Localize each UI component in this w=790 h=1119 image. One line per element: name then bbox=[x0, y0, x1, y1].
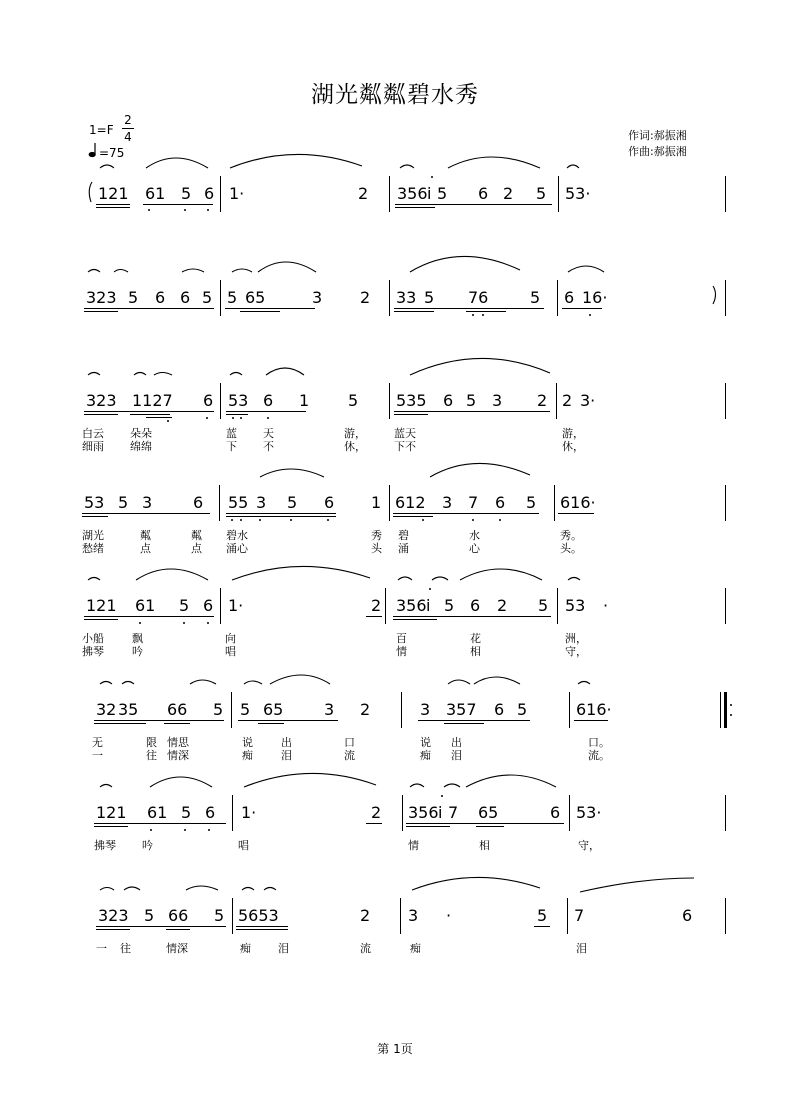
system-3 bbox=[80, 383, 735, 463]
lyric: 下 bbox=[226, 440, 237, 453]
lyric: 一 bbox=[96, 942, 107, 955]
note: 323 bbox=[86, 391, 117, 410]
note: 3 bbox=[312, 288, 323, 307]
lyric: 限 bbox=[146, 736, 157, 749]
lyric: 头 bbox=[371, 542, 382, 555]
note: 61 bbox=[147, 803, 168, 822]
note: 2 bbox=[497, 596, 508, 615]
note: 121 bbox=[98, 184, 129, 203]
note: 53 bbox=[228, 391, 249, 410]
note: 5 bbox=[144, 906, 155, 925]
note: 6 bbox=[443, 391, 454, 410]
lyric: 说 bbox=[242, 736, 253, 749]
note: i bbox=[427, 184, 432, 203]
note: 66 bbox=[168, 906, 189, 925]
lyric: 细雨 bbox=[82, 440, 104, 453]
note: 2 bbox=[358, 184, 369, 203]
note: 6 bbox=[470, 596, 481, 615]
lyric: 唱 bbox=[238, 839, 249, 852]
note: 5 bbox=[437, 184, 448, 203]
note: 3 bbox=[256, 493, 267, 512]
key-signature bbox=[89, 123, 114, 137]
lyric: 休， bbox=[344, 440, 366, 453]
note: 2 bbox=[371, 596, 382, 615]
lyric: 出 bbox=[281, 736, 292, 749]
lyric: 不 bbox=[263, 440, 274, 453]
lyric: 情 bbox=[408, 839, 419, 852]
note: 55 bbox=[228, 493, 249, 512]
note: 6 bbox=[564, 288, 575, 307]
note: 53 bbox=[84, 493, 105, 512]
note: 5 bbox=[537, 906, 548, 925]
note: 6 bbox=[494, 700, 505, 719]
note: 16· bbox=[582, 288, 608, 307]
note: 356 bbox=[397, 184, 428, 203]
note: 5 bbox=[214, 906, 225, 925]
system-7 bbox=[80, 795, 735, 865]
lyric: 头。 bbox=[560, 542, 582, 555]
system-5 bbox=[80, 588, 735, 668]
lyric: 粼 bbox=[140, 529, 151, 542]
note: · bbox=[446, 906, 452, 925]
note: 5 bbox=[181, 184, 192, 203]
lyric: 向 bbox=[225, 632, 236, 645]
note: 5 bbox=[538, 596, 549, 615]
note: 356 bbox=[396, 596, 427, 615]
note: 76 bbox=[468, 288, 489, 307]
lyric: 泪 bbox=[278, 942, 289, 955]
lyric: 痴 bbox=[242, 749, 253, 762]
note: 535 bbox=[396, 391, 427, 410]
note: 3 bbox=[408, 906, 419, 925]
lyric: 痴 bbox=[420, 749, 431, 762]
note: 5 bbox=[128, 288, 139, 307]
note: 53 bbox=[565, 596, 586, 615]
note: 5 bbox=[179, 596, 190, 615]
lyric: 心 bbox=[469, 542, 480, 555]
lyric: 相 bbox=[470, 645, 481, 658]
lyric: 蓝 bbox=[226, 427, 237, 440]
note: 2 bbox=[503, 184, 514, 203]
lyric: 蓝天 bbox=[394, 427, 416, 440]
lyric: 碧 bbox=[398, 529, 409, 542]
note: 1· bbox=[229, 184, 245, 203]
lyric: 守， bbox=[578, 839, 600, 852]
note: 1· bbox=[228, 596, 244, 615]
lyric: 湖光 bbox=[82, 529, 104, 542]
lyric: 流 bbox=[344, 749, 355, 762]
system-8 bbox=[80, 898, 735, 968]
note: 3 bbox=[420, 700, 431, 719]
lyric: 流 bbox=[360, 942, 371, 955]
note: 1127 bbox=[132, 391, 173, 410]
note: 6 bbox=[263, 391, 274, 410]
system-1 bbox=[80, 176, 735, 226]
composer: 作曲:郝振湘 bbox=[628, 145, 687, 158]
lyric: 绵绵 bbox=[130, 440, 152, 453]
note: 65 bbox=[245, 288, 266, 307]
page-number: 第 1页 bbox=[377, 1042, 413, 1056]
note: 6 bbox=[203, 391, 214, 410]
note: 7 bbox=[574, 906, 585, 925]
lyric: 朵朵 bbox=[130, 427, 152, 440]
lyric: 泪 bbox=[576, 942, 587, 955]
lyric: 水 bbox=[469, 529, 480, 542]
lyric: 点 bbox=[191, 542, 202, 555]
lyric: 口 bbox=[344, 736, 355, 749]
note: 323 bbox=[98, 906, 129, 925]
lyric: 往 bbox=[120, 942, 131, 955]
note: 6 bbox=[478, 184, 489, 203]
lyric: 相 bbox=[479, 839, 490, 852]
lyric: 说 bbox=[420, 736, 431, 749]
lyric: 唱 bbox=[225, 645, 236, 658]
note: 5 bbox=[287, 493, 298, 512]
lyric: 秀 bbox=[371, 529, 382, 542]
note: 6 bbox=[180, 288, 191, 307]
note: 65 bbox=[263, 700, 284, 719]
note: 2 bbox=[360, 700, 371, 719]
lyric: 痴 bbox=[410, 942, 421, 955]
note: 2 bbox=[360, 906, 371, 925]
note: 5653 bbox=[238, 906, 279, 925]
note: 7 bbox=[468, 493, 479, 512]
note: 5 bbox=[517, 700, 528, 719]
note: 5 bbox=[181, 803, 192, 822]
lyric: 下不 bbox=[394, 440, 416, 453]
note: 53· bbox=[576, 803, 602, 822]
note: 35 bbox=[118, 700, 139, 719]
note: 5 bbox=[118, 493, 129, 512]
lyric: 情 bbox=[396, 645, 407, 658]
note: 2 bbox=[562, 391, 573, 410]
lyric: 泪 bbox=[281, 749, 292, 762]
lyric: 守， bbox=[565, 645, 587, 658]
note: 5 bbox=[530, 288, 541, 307]
note: 323 bbox=[86, 288, 117, 307]
note: 6 bbox=[205, 803, 216, 822]
note: 61 bbox=[135, 596, 156, 615]
time-top: 2 bbox=[124, 113, 132, 127]
lyric: 情深 bbox=[166, 942, 188, 955]
note: 3 bbox=[492, 391, 503, 410]
note: 53· bbox=[565, 184, 591, 203]
note: 32 bbox=[96, 700, 117, 719]
lyric: 游， bbox=[562, 427, 584, 440]
note: 6 bbox=[324, 493, 335, 512]
note: 5 bbox=[240, 700, 251, 719]
note: 6 bbox=[203, 596, 214, 615]
lyric: 百 bbox=[396, 632, 407, 645]
note: 612 bbox=[395, 493, 426, 512]
note: i bbox=[438, 803, 443, 822]
note: 1 bbox=[299, 391, 310, 410]
time-signature bbox=[122, 113, 134, 144]
lyric: 痴 bbox=[240, 942, 251, 955]
lyric: 吟 bbox=[142, 839, 153, 852]
note: 6 bbox=[193, 493, 204, 512]
system-4 bbox=[80, 485, 735, 565]
lyric: 点 bbox=[140, 542, 151, 555]
note: 2 bbox=[360, 288, 371, 307]
note: 5 bbox=[348, 391, 359, 410]
note: 5 bbox=[227, 288, 238, 307]
note: 3· bbox=[580, 391, 596, 410]
lyric: 碧水 bbox=[226, 529, 248, 542]
note: 1 bbox=[371, 493, 382, 512]
note: 5 bbox=[424, 288, 435, 307]
note: 66 bbox=[167, 700, 188, 719]
lyric: 拂琴 bbox=[82, 645, 104, 658]
note: 5 bbox=[213, 700, 224, 719]
system-6 bbox=[80, 692, 735, 772]
lyric: 愁绪 bbox=[82, 542, 104, 555]
lyric: 飘 bbox=[132, 632, 143, 645]
lyric: 拂琴 bbox=[94, 839, 116, 852]
note: 616· bbox=[560, 493, 596, 512]
lyric: 流。 bbox=[588, 749, 610, 762]
note: 65 bbox=[478, 803, 499, 822]
note: 6 bbox=[495, 493, 506, 512]
lyric: 休， bbox=[562, 440, 584, 453]
lyric: 情思 bbox=[167, 736, 189, 749]
lyric: 情深 bbox=[167, 749, 189, 762]
note: 5 bbox=[202, 288, 213, 307]
lyric: 出 bbox=[451, 736, 462, 749]
note: 3 bbox=[324, 700, 335, 719]
lyric: 游， bbox=[344, 427, 366, 440]
tempo-value: =75 bbox=[99, 146, 125, 160]
lyric: 小船 bbox=[82, 632, 104, 645]
note: 6 bbox=[204, 184, 215, 203]
lyric: 秀。 bbox=[560, 529, 582, 542]
lyric: 往 bbox=[146, 749, 157, 762]
lyric: 天 bbox=[263, 427, 274, 440]
song-title: 湖光粼粼碧水秀 bbox=[311, 82, 479, 108]
note: 2 bbox=[537, 391, 548, 410]
system-2 bbox=[80, 280, 735, 330]
note: 121 bbox=[86, 596, 117, 615]
note: 2 bbox=[371, 803, 382, 822]
note: 5 bbox=[466, 391, 477, 410]
note: 61 bbox=[145, 184, 166, 203]
lyric: 白云 bbox=[82, 427, 104, 440]
note: 6 bbox=[155, 288, 166, 307]
note: i bbox=[426, 596, 431, 615]
lyric: 涌 bbox=[398, 542, 409, 555]
note: 7 bbox=[448, 803, 459, 822]
note: 5 bbox=[536, 184, 547, 203]
lyric: 口。 bbox=[588, 736, 610, 749]
note: 3 bbox=[142, 493, 153, 512]
key-label: 1=F bbox=[89, 123, 114, 137]
time-bottom: 4 bbox=[124, 130, 132, 144]
lyric: 花 bbox=[470, 632, 481, 645]
note: 1· bbox=[241, 803, 257, 822]
note: 121 bbox=[96, 803, 127, 822]
note: 6 bbox=[682, 906, 693, 925]
note: 5 bbox=[444, 596, 455, 615]
note: 5 bbox=[526, 493, 537, 512]
note: 33 bbox=[396, 288, 417, 307]
note: 616· bbox=[576, 700, 612, 719]
note: 357 bbox=[446, 700, 477, 719]
lyric: 无 bbox=[92, 736, 103, 749]
lyric: 吟 bbox=[132, 645, 143, 658]
lyric: 粼 bbox=[191, 529, 202, 542]
note: 3 bbox=[442, 493, 453, 512]
note: 356 bbox=[408, 803, 439, 822]
lyric: 一 bbox=[92, 749, 103, 762]
lyric: 泪 bbox=[451, 749, 462, 762]
lyric: 洲， bbox=[565, 632, 587, 645]
lyric: 涌心 bbox=[226, 542, 248, 555]
note: · bbox=[603, 596, 609, 615]
note: 6 bbox=[550, 803, 561, 822]
lyricist: 作词:郝振湘 bbox=[628, 129, 687, 142]
